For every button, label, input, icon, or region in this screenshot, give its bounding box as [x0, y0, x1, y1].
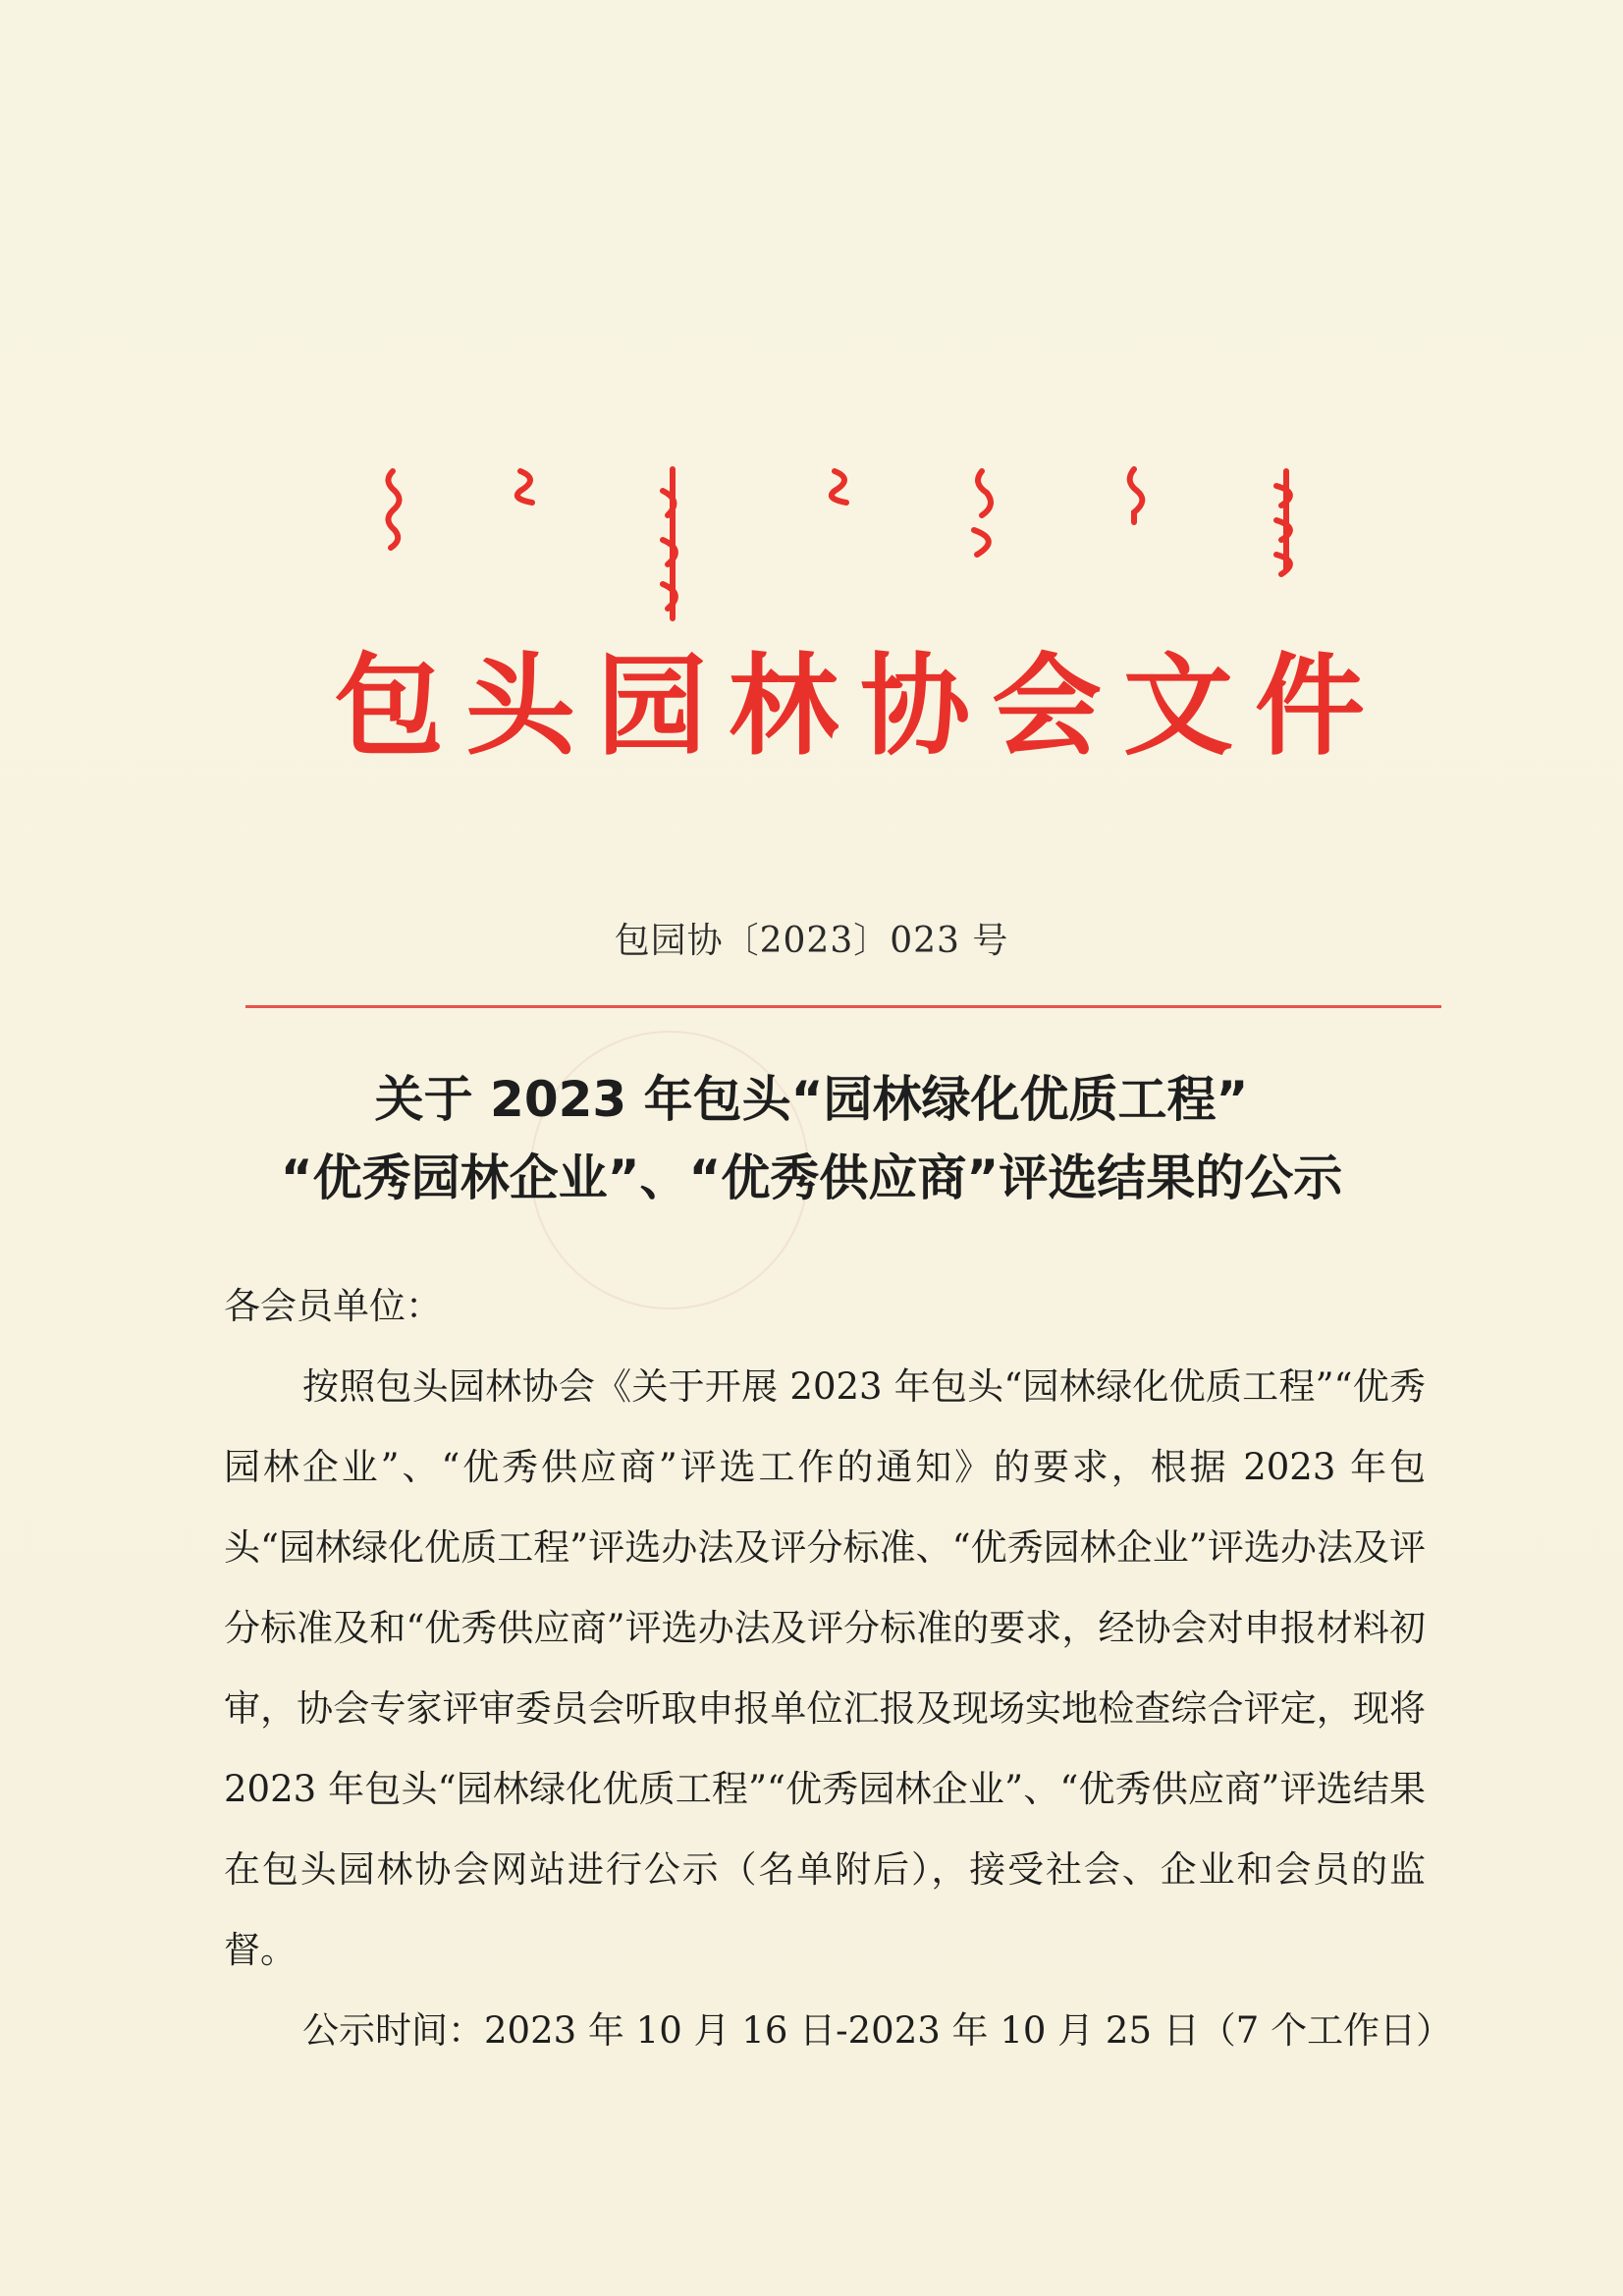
mongolian-script-banner [373, 461, 1316, 638]
salutation: 各会员单位： [224, 1285, 442, 1327]
red-divider-rule [245, 1005, 1441, 1008]
notice-body [224, 1266, 1453, 2071]
issuer-document-title: 包头园林协会文件 [334, 643, 1386, 771]
mongolian-script-glyphs [373, 461, 1316, 638]
notice-title-line-1: 关于 2023 年包头“园林绿化优质工程” [374, 1071, 1249, 1128]
notice-title [0, 1060, 1623, 1217]
body-paragraph: 按照包头园林协会《关于开展 2023 年包头“园林绿化优质工程”“优秀园林企业”、“优秀供应商”评选工作的通知》的要求，根据 2023 年包头“园林绿化优质工程”评选办法及评分标准、“优秀园林企业”评选办法及评分标准及和“优秀供应商”评选办法及评分标准的要求，经协会对申报材料初审，协会专家评审委员会听取申报单位汇报及现场实地检查综合评定，现将 2023 年包头“园林绿化优质工程”“优秀园林企业”、“优秀供应商”评选结果在包头园林协会网站进行公示（名单附后），接受社会、企业和会员的监督。 [224, 1365, 1426, 1971]
notice-title-line-2: “优秀园林企业”、“优秀供应商”评选结果的公示 [280, 1149, 1343, 1206]
document-number: 包园协〔2023〕023 号 [614, 921, 1009, 961]
publicity-period: 公示时间：2023 年 10 月 16 日-2023 年 10 月 25 日（7 个工作日） [302, 2009, 1453, 2052]
